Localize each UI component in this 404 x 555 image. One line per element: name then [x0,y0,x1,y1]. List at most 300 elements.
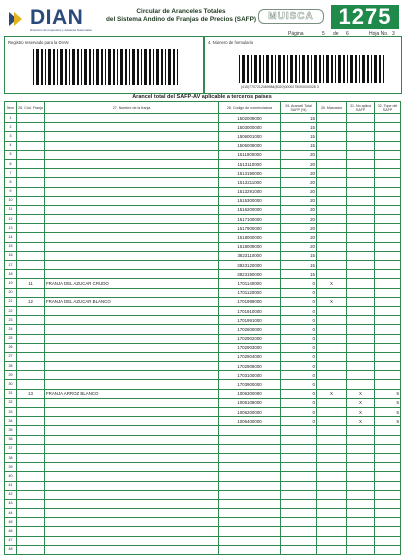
cell-codigo: 1701140000 [219,279,281,288]
cell-no-aplica [347,178,375,187]
cell-nombre [45,527,219,536]
cell-tope [375,114,401,123]
cell-arancel: 0 [281,334,317,343]
cell-tope [375,527,401,536]
cell-nombre [45,343,219,352]
cell-tope [375,316,401,325]
table-row [5,472,401,481]
cell-cod [17,261,45,270]
tariff-table [4,101,400,555]
cell-item: 22 [5,306,17,315]
cell-item: 39 [5,463,17,472]
col-codigo: 28. Código de nomenclatura [219,102,281,114]
cell-item: 27 [5,352,17,361]
cell-codigo: 1511900000 [219,150,281,159]
cell-tope [375,306,401,315]
cell-cod [17,545,45,554]
cell-cod: 13 [17,389,45,398]
cell-marcador [317,123,347,132]
cell-item: 10 [5,196,17,205]
table-row [5,408,401,417]
cell-item: 43 [5,499,17,508]
cell-cod [17,270,45,279]
cell-marcador [317,545,347,554]
cell-cod [17,481,45,490]
cell-marcador [317,472,347,481]
cell-arancel: 0 [281,306,317,315]
cell-cod: 11 [17,279,45,288]
cell-tope: 5 [375,417,401,426]
cell-cod [17,490,45,499]
cell-item: 28 [5,362,17,371]
cell-codigo: 1516200000 [219,205,281,214]
cell-arancel: 20 [281,224,317,233]
cell-item: 3 [5,132,17,141]
cell-tope [375,251,401,260]
cell-nombre [45,362,219,371]
cell-codigo [219,545,281,554]
cell-arancel: 20 [281,159,317,168]
cell-marcador [317,426,347,435]
cell-marcador: X [317,279,347,288]
cell-marcador [317,251,347,260]
cell-tope: 5 [375,408,401,417]
cell-no-aplica [347,380,375,389]
cell-no-aplica [347,490,375,499]
cell-no-aplica [347,187,375,196]
col-nombre: 27. Nombre de la franja [45,102,219,114]
cell-codigo: 3823120000 [219,261,281,270]
cell-codigo: 1006200000 [219,408,281,417]
cell-no-aplica: X [347,408,375,417]
cell-cod [17,325,45,334]
cell-item: 4 [5,141,17,150]
cell-arancel [281,536,317,545]
cell-no-aplica [347,288,375,297]
page-current: 5 [322,31,325,37]
cell-tope [375,518,401,527]
cell-codigo: 1702904000 [219,352,281,361]
cell-cod: 12 [17,297,45,306]
cell-marcador [317,325,347,334]
cell-item: 32 [5,398,17,407]
cell-no-aplica [347,371,375,380]
table-row [5,362,401,371]
cell-item: 14 [5,233,17,242]
cell-item: 25 [5,334,17,343]
cell-item: 33 [5,408,17,417]
cell-no-aplica [347,261,375,270]
cell-no-aplica [347,242,375,251]
cell-marcador [317,334,347,343]
cell-nombre [45,509,219,518]
cell-item: 1 [5,114,17,123]
table-row [5,270,401,279]
cell-codigo [219,490,281,499]
cell-cod [17,242,45,251]
cell-tope [375,178,401,187]
table-row [5,178,401,187]
cell-no-aplica [347,426,375,435]
cell-cod [17,518,45,527]
col-cod-franja: 26. Cód. Franja [17,102,45,114]
cell-item: 29 [5,371,17,380]
table-row [5,398,401,407]
cell-marcador [317,159,347,168]
cell-codigo: 1513190000 [219,169,281,178]
dian-logo [6,6,92,34]
table-row [5,169,401,178]
cell-no-aplica [347,251,375,260]
cell-nombre [45,187,219,196]
cell-codigo [219,426,281,435]
cell-no-aplica [347,481,375,490]
cell-no-aplica: X [347,389,375,398]
cell-item: 16 [5,251,17,260]
cell-item: 6 [5,159,17,168]
cell-tope [375,270,401,279]
cell-item: 21 [5,297,17,306]
cell-cod [17,536,45,545]
cell-item: 18 [5,270,17,279]
table-row [5,261,401,270]
cell-nombre [45,426,219,435]
cell-nombre [45,141,219,150]
cell-tope [375,536,401,545]
cell-tope [375,261,401,270]
cell-nombre [45,306,219,315]
cell-no-aplica [347,362,375,371]
cell-codigo: 1518000000 [219,233,281,242]
muisca-logo: MUISCA [258,9,324,24]
table-row [5,334,401,343]
table-row [5,481,401,490]
table-row [5,426,401,435]
cell-marcador [317,187,347,196]
cell-nombre [45,545,219,554]
cell-cod [17,141,45,150]
cell-tope [375,325,401,334]
cell-nombre [45,178,219,187]
cell-arancel: 0 [281,389,317,398]
cell-cod [17,150,45,159]
cell-item: 17 [5,261,17,270]
cell-marcador [317,352,347,361]
cell-no-aplica [347,343,375,352]
table-row [5,316,401,325]
cell-tope [375,371,401,380]
cell-tope [375,362,401,371]
cell-codigo: 1702909000 [219,362,281,371]
cell-tope: 5 [375,398,401,407]
cell-no-aplica [347,334,375,343]
cell-no-aplica [347,150,375,159]
table-row [5,509,401,518]
cell-nombre [45,215,219,224]
cell-tope [375,343,401,352]
cell-cod [17,463,45,472]
cell-cod [17,499,45,508]
cell-item: 47 [5,536,17,545]
cell-marcador [317,417,347,426]
cell-nombre [45,417,219,426]
cell-tope [375,123,401,132]
cell-nombre [45,251,219,260]
cell-no-aplica [347,463,375,472]
cell-codigo: 1502009000 [219,114,281,123]
cell-nombre [45,453,219,462]
cell-item: 9 [5,187,17,196]
cell-arancel: 15 [281,114,317,123]
cell-cod [17,444,45,453]
cell-cod [17,132,45,141]
table-row [5,435,401,444]
cell-nombre [45,472,219,481]
form-barcode [239,55,387,83]
cell-item: 31 [5,389,17,398]
cell-item: 44 [5,509,17,518]
cell-arancel [281,435,317,444]
dian-reserved-box [4,36,204,94]
cell-arancel: 0 [281,297,317,306]
cell-tope [375,279,401,288]
cell-arancel: 20 [281,215,317,224]
cell-marcador [317,444,347,453]
cell-marcador [317,499,347,508]
cell-arancel [281,453,317,462]
cell-no-aplica [347,205,375,214]
reserved-barcode [33,49,181,85]
cell-marcador [317,362,347,371]
cell-item: 5 [5,150,17,159]
cell-no-aplica: X [347,417,375,426]
cell-cod [17,362,45,371]
cell-no-aplica [347,279,375,288]
cell-nombre: FRANJA ARROZ BLANCO [45,389,219,398]
cell-marcador [317,490,347,499]
cell-cod [17,417,45,426]
col-marcador: 30. Marcador [317,102,347,114]
cell-tope [375,334,401,343]
cell-cod [17,509,45,518]
cell-codigo: 1517100000 [219,215,281,224]
cell-arancel: 15 [281,270,317,279]
cell-item: 48 [5,545,17,554]
cell-cod [17,233,45,242]
cell-codigo [219,509,281,518]
cell-item: 36 [5,435,17,444]
cell-marcador [317,371,347,380]
cell-nombre [45,224,219,233]
cell-codigo [219,527,281,536]
table-row [5,380,401,389]
table-row [5,352,401,361]
cell-no-aplica [347,545,375,554]
reserved-label: Registro reservado para la DIAN [8,40,69,45]
cell-arancel [281,463,317,472]
cell-arancel: 0 [281,417,317,426]
cell-cod [17,123,45,132]
table-row [5,343,401,352]
table-row [5,141,401,150]
cell-cod [17,114,45,123]
cell-item: 19 [5,279,17,288]
cell-marcador [317,169,347,178]
cell-arancel [281,518,317,527]
cell-item: 2 [5,123,17,132]
form-title-line1: Circular de Aranceles Totales [136,8,226,15]
cell-tope [375,150,401,159]
cell-nombre [45,196,219,205]
form-number-label: 4. Número de formulario [208,40,254,45]
cell-marcador [317,509,347,518]
table-row [5,389,401,398]
cell-tope [375,453,401,462]
cell-arancel [281,499,317,508]
cell-arancel: 15 [281,261,317,270]
cell-marcador [317,343,347,352]
cell-nombre [45,159,219,168]
cell-no-aplica [347,444,375,453]
cell-codigo: 1701120000 [219,288,281,297]
cell-item: 46 [5,527,17,536]
cell-item: 45 [5,518,17,527]
table-row [5,490,401,499]
brand-tagline: Dirección de Impuestos y Aduanas Nacionales [30,28,92,32]
cell-marcador [317,270,347,279]
cell-arancel [281,481,317,490]
cell-arancel: 15 [281,141,317,150]
cell-codigo: 1701910000 [219,306,281,315]
cell-arancel: 0 [281,288,317,297]
cell-nombre [45,150,219,159]
cell-no-aplica [347,518,375,527]
cell-codigo: 1702903000 [219,343,281,352]
cell-item: 41 [5,481,17,490]
page-of: de [333,31,339,37]
form-number-badge: 1275 [331,5,399,29]
cell-codigo [219,453,281,462]
cell-cod [17,408,45,417]
cell-marcador [317,481,347,490]
cell-cod [17,196,45,205]
cell-tope [375,499,401,508]
cell-cod [17,215,45,224]
cell-marcador [317,453,347,462]
cell-nombre [45,334,219,343]
cell-no-aplica [347,169,375,178]
cell-marcador [317,398,347,407]
cell-nombre [45,408,219,417]
cell-nombre: FRANJA DEL AZUCAR CRUDO [45,279,219,288]
cell-no-aplica [347,297,375,306]
table-row [5,196,401,205]
table-row [5,279,401,288]
cell-marcador [317,306,347,315]
cell-marcador [317,518,347,527]
cell-marcador [317,527,347,536]
cell-tope [375,132,401,141]
cell-tope [375,297,401,306]
cell-cod [17,224,45,233]
cell-item: 15 [5,242,17,251]
cell-cod [17,187,45,196]
cell-marcador [317,233,347,242]
table-row [5,233,401,242]
cell-no-aplica [347,472,375,481]
cell-no-aplica [347,159,375,168]
cell-no-aplica [347,435,375,444]
cell-item: 13 [5,224,17,233]
cell-marcador [317,141,347,150]
cell-nombre [45,398,219,407]
cell-codigo: 1513291000 [219,187,281,196]
cell-tope [375,380,401,389]
cell-no-aplica [347,196,375,205]
cell-marcador [317,380,347,389]
cell-nombre [45,123,219,132]
cell-item: 23 [5,316,17,325]
cell-nombre [45,169,219,178]
cell-marcador [317,316,347,325]
cell-arancel: 0 [281,325,317,334]
form-title-line2: del Sistema Andino de Franjas de Precios (SAFP) [106,16,256,23]
cell-codigo [219,463,281,472]
cell-codigo [219,435,281,444]
cell-codigo: 1513211000 [219,178,281,187]
table-row [5,297,401,306]
cell-cod [17,306,45,315]
dian-emblem-icon [6,8,28,30]
cell-cod [17,371,45,380]
cell-cod [17,453,45,462]
page-total: 6 [346,31,349,37]
cell-cod [17,334,45,343]
cell-marcador [317,435,347,444]
cell-marcador: X [317,297,347,306]
table-row [5,371,401,380]
cell-marcador [317,178,347,187]
cell-item: 38 [5,453,17,462]
sheet-number: 3 [392,31,395,37]
cell-tope [375,242,401,251]
cell-arancel [281,509,317,518]
cell-item: 35 [5,426,17,435]
cell-codigo: 1506001000 [219,132,281,141]
cell-codigo: 1703100000 [219,371,281,380]
table-row [5,187,401,196]
cell-marcador [317,150,347,159]
cell-tope [375,472,401,481]
cell-no-aplica [347,215,375,224]
cell-item: 42 [5,490,17,499]
table-row [5,159,401,168]
cell-nombre [45,499,219,508]
cell-marcador [317,288,347,297]
cell-nombre [45,288,219,297]
table-row [5,242,401,251]
cell-no-aplica: X [347,398,375,407]
cell-arancel: 0 [281,408,317,417]
cell-tope [375,444,401,453]
cell-cod [17,435,45,444]
cell-codigo [219,472,281,481]
cell-tope [375,435,401,444]
cell-codigo: 1702902000 [219,334,281,343]
cell-tope [375,426,401,435]
table-row [5,205,401,214]
cell-nombre [45,536,219,545]
